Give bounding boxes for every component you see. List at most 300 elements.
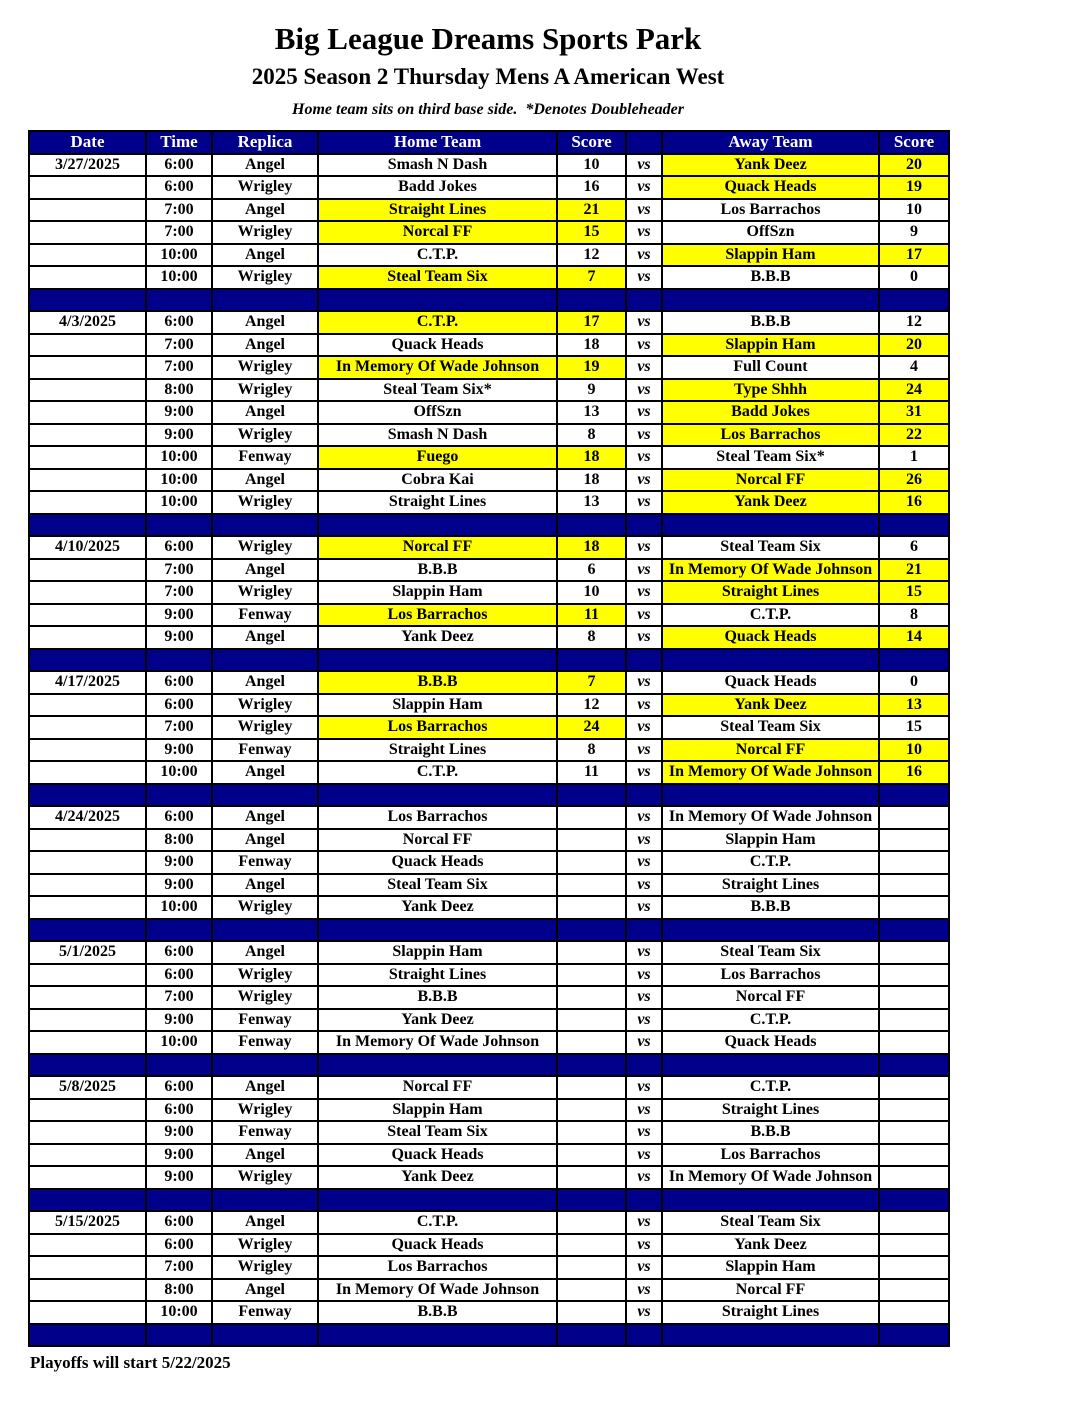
separator-cell xyxy=(212,1054,318,1077)
game-row xyxy=(29,761,949,784)
date-cell xyxy=(29,244,146,267)
replica-cell: Fenway xyxy=(212,739,318,762)
home-team-cell: Quack Heads xyxy=(318,334,557,357)
replica-cell: Wrigley xyxy=(212,176,318,199)
separator-cell xyxy=(879,649,949,672)
away-team-cell: In Memory Of Wade Johnson xyxy=(662,559,879,582)
separator-row xyxy=(29,1054,949,1077)
home-team-cell: Cobra Kai xyxy=(318,469,557,492)
game-row xyxy=(29,176,949,199)
game-row xyxy=(29,1144,949,1167)
away-team-cell: Quack Heads xyxy=(662,176,879,199)
separator-cell xyxy=(626,1054,662,1077)
home-score-cell xyxy=(557,851,626,874)
home-team-cell: Slappin Ham xyxy=(318,1099,557,1122)
home-team-cell: Straight Lines xyxy=(318,739,557,762)
away-team-cell: Norcal FF xyxy=(662,469,879,492)
away-score-cell: 15 xyxy=(879,716,949,739)
separator-cell xyxy=(879,919,949,942)
away-team-cell: C.T.P. xyxy=(662,604,879,627)
separator-cell xyxy=(212,289,318,312)
separator-cell xyxy=(879,289,949,312)
home-score-cell: 18 xyxy=(557,446,626,469)
away-team-cell: Norcal FF xyxy=(662,1279,879,1302)
home-score-cell: 10 xyxy=(557,581,626,604)
away-score-cell xyxy=(879,1009,949,1032)
home-team-cell: Quack Heads xyxy=(318,1234,557,1257)
vs-cell: vs xyxy=(626,1279,662,1302)
away-score-cell: 26 xyxy=(879,469,949,492)
replica-cell: Angel xyxy=(212,1144,318,1167)
time-cell: 9:00 xyxy=(146,739,212,762)
date-cell xyxy=(29,964,146,987)
separator-cell xyxy=(29,1324,146,1347)
home-score-cell xyxy=(557,1279,626,1302)
time-cell: 7:00 xyxy=(146,221,212,244)
vs-cell: vs xyxy=(626,199,662,222)
separator-cell xyxy=(212,919,318,942)
replica-cell: Wrigley xyxy=(212,379,318,402)
home-team-cell: Norcal FF xyxy=(318,1076,557,1099)
away-team-cell: In Memory Of Wade Johnson xyxy=(662,761,879,784)
home-team-cell: Yank Deez xyxy=(318,1009,557,1032)
column-header-score: Score xyxy=(879,131,949,154)
game-row xyxy=(29,1279,949,1302)
replica-cell: Wrigley xyxy=(212,1256,318,1279)
time-cell: 8:00 xyxy=(146,829,212,852)
game-row xyxy=(29,581,949,604)
home-score-cell xyxy=(557,1009,626,1032)
home-team-cell: B.B.B xyxy=(318,559,557,582)
separator-cell xyxy=(146,514,212,537)
game-row xyxy=(29,671,949,694)
separator-cell xyxy=(318,919,557,942)
away-team-cell: Los Barrachos xyxy=(662,964,879,987)
away-score-cell: 10 xyxy=(879,199,949,222)
vs-cell: vs xyxy=(626,1076,662,1099)
time-cell: 10:00 xyxy=(146,761,212,784)
vs-cell: vs xyxy=(626,1256,662,1279)
separator-cell xyxy=(879,514,949,537)
away-score-cell: 8 xyxy=(879,604,949,627)
separator-cell xyxy=(626,1189,662,1212)
separator-cell xyxy=(318,289,557,312)
away-team-cell: In Memory Of Wade Johnson xyxy=(662,806,879,829)
date-cell xyxy=(29,874,146,897)
time-cell: 6:00 xyxy=(146,154,212,177)
away-team-cell: Los Barrachos xyxy=(662,424,879,447)
separator-row xyxy=(29,514,949,537)
date-cell xyxy=(29,604,146,627)
replica-cell: Fenway xyxy=(212,446,318,469)
separator-cell xyxy=(146,1054,212,1077)
separator-cell xyxy=(662,1054,879,1077)
game-row xyxy=(29,334,949,357)
vs-cell: vs xyxy=(626,896,662,919)
game-row xyxy=(29,896,949,919)
away-score-cell xyxy=(879,1031,949,1054)
vs-cell: vs xyxy=(626,446,662,469)
vs-cell: vs xyxy=(626,401,662,424)
time-cell: 6:00 xyxy=(146,311,212,334)
away-score-cell: 9 xyxy=(879,221,949,244)
date-cell xyxy=(29,446,146,469)
replica-cell: Fenway xyxy=(212,1301,318,1324)
game-row xyxy=(29,1099,949,1122)
vs-cell: vs xyxy=(626,536,662,559)
separator-row xyxy=(29,289,949,312)
separator-cell xyxy=(626,514,662,537)
replica-cell: Angel xyxy=(212,1211,318,1234)
away-team-cell: Slappin Ham xyxy=(662,244,879,267)
vs-cell: vs xyxy=(626,581,662,604)
home-team-cell: B.B.B xyxy=(318,1301,557,1324)
time-cell: 10:00 xyxy=(146,244,212,267)
time-cell: 9:00 xyxy=(146,626,212,649)
replica-cell: Wrigley xyxy=(212,356,318,379)
replica-cell: Angel xyxy=(212,311,318,334)
home-score-cell: 8 xyxy=(557,424,626,447)
time-cell: 6:00 xyxy=(146,806,212,829)
replica-cell: Angel xyxy=(212,199,318,222)
date-cell xyxy=(29,739,146,762)
time-cell: 6:00 xyxy=(146,536,212,559)
away-score-cell xyxy=(879,829,949,852)
game-row xyxy=(29,1166,949,1189)
game-row xyxy=(29,739,949,762)
away-team-cell: Steal Team Six xyxy=(662,716,879,739)
away-team-cell: Badd Jokes xyxy=(662,401,879,424)
date-cell xyxy=(29,424,146,447)
vs-cell: vs xyxy=(626,671,662,694)
away-score-cell xyxy=(879,1234,949,1257)
replica-cell: Fenway xyxy=(212,851,318,874)
vs-cell: vs xyxy=(626,469,662,492)
away-score-cell: 17 xyxy=(879,244,949,267)
separator-cell xyxy=(146,919,212,942)
replica-cell: Wrigley xyxy=(212,581,318,604)
time-cell: 8:00 xyxy=(146,1279,212,1302)
away-team-cell: Yank Deez xyxy=(662,154,879,177)
date-cell xyxy=(29,401,146,424)
away-score-cell: 20 xyxy=(879,154,949,177)
separator-cell xyxy=(626,289,662,312)
home-score-cell xyxy=(557,896,626,919)
time-cell: 9:00 xyxy=(146,1121,212,1144)
away-team-cell: Quack Heads xyxy=(662,626,879,649)
separator-cell xyxy=(29,784,146,807)
home-team-cell: Slappin Ham xyxy=(318,941,557,964)
away-score-cell xyxy=(879,851,949,874)
separator-row xyxy=(29,1189,949,1212)
vs-cell: vs xyxy=(626,1121,662,1144)
away-score-cell: 1 xyxy=(879,446,949,469)
date-cell xyxy=(29,491,146,514)
column-header-date: Date xyxy=(29,131,146,154)
home-team-cell: Smash N Dash xyxy=(318,154,557,177)
away-team-cell: Full Count xyxy=(662,356,879,379)
time-cell: 7:00 xyxy=(146,1256,212,1279)
replica-cell: Angel xyxy=(212,469,318,492)
vs-cell: vs xyxy=(626,1144,662,1167)
column-header-time: Time xyxy=(146,131,212,154)
away-team-cell: Los Barrachos xyxy=(662,199,879,222)
date-cell xyxy=(29,221,146,244)
separator-cell xyxy=(557,649,626,672)
date-cell xyxy=(29,626,146,649)
vs-cell: vs xyxy=(626,964,662,987)
home-score-cell: 19 xyxy=(557,356,626,379)
time-cell: 10:00 xyxy=(146,1031,212,1054)
game-row xyxy=(29,491,949,514)
date-cell: 5/8/2025 xyxy=(29,1076,146,1099)
replica-cell: Angel xyxy=(212,334,318,357)
home-team-cell: Los Barrachos xyxy=(318,806,557,829)
time-cell: 7:00 xyxy=(146,356,212,379)
column-header-home-team: Home Team xyxy=(318,131,557,154)
home-team-cell: In Memory Of Wade Johnson xyxy=(318,356,557,379)
home-score-cell: 16 xyxy=(557,176,626,199)
home-team-cell: C.T.P. xyxy=(318,244,557,267)
home-score-cell xyxy=(557,964,626,987)
game-row xyxy=(29,1031,949,1054)
vs-cell: vs xyxy=(626,491,662,514)
vs-cell: vs xyxy=(626,739,662,762)
away-team-cell: Type Shhh xyxy=(662,379,879,402)
home-score-cell xyxy=(557,986,626,1009)
vs-cell: vs xyxy=(626,221,662,244)
vs-cell: vs xyxy=(626,334,662,357)
date-cell xyxy=(29,1166,146,1189)
date-cell xyxy=(29,559,146,582)
replica-cell: Fenway xyxy=(212,1009,318,1032)
home-score-cell xyxy=(557,1121,626,1144)
time-cell: 6:00 xyxy=(146,964,212,987)
date-cell xyxy=(29,896,146,919)
home-score-cell xyxy=(557,1301,626,1324)
separator-cell xyxy=(662,1189,879,1212)
time-cell: 6:00 xyxy=(146,1211,212,1234)
separator-row xyxy=(29,919,949,942)
date-cell xyxy=(29,761,146,784)
table-header xyxy=(29,131,949,154)
home-team-cell: Fuego xyxy=(318,446,557,469)
home-score-cell xyxy=(557,941,626,964)
away-team-cell: B.B.B xyxy=(662,266,879,289)
game-row xyxy=(29,356,949,379)
replica-cell: Wrigley xyxy=(212,491,318,514)
time-cell: 9:00 xyxy=(146,874,212,897)
replica-cell: Wrigley xyxy=(212,716,318,739)
time-cell: 9:00 xyxy=(146,1009,212,1032)
separator-cell xyxy=(146,784,212,807)
home-team-note: Home team sits on third base side. *Denotes Doubleheader xyxy=(292,101,684,119)
separator-cell xyxy=(626,649,662,672)
home-team-cell: Norcal FF xyxy=(318,536,557,559)
away-team-cell: Steal Team Six xyxy=(662,1211,879,1234)
column-header-away-team: Away Team xyxy=(662,131,879,154)
away-score-cell: 20 xyxy=(879,334,949,357)
date-cell xyxy=(29,716,146,739)
home-team-cell: Quack Heads xyxy=(318,851,557,874)
home-team-cell: C.T.P. xyxy=(318,1211,557,1234)
vs-cell: vs xyxy=(626,626,662,649)
vs-cell: vs xyxy=(626,829,662,852)
replica-cell: Wrigley xyxy=(212,986,318,1009)
date-cell xyxy=(29,829,146,852)
date-cell xyxy=(29,986,146,1009)
separator-cell xyxy=(318,1189,557,1212)
vs-cell: vs xyxy=(626,1166,662,1189)
home-team-cell: Los Barrachos xyxy=(318,716,557,739)
away-score-cell: 22 xyxy=(879,424,949,447)
date-cell xyxy=(29,1009,146,1032)
date-cell: 4/24/2025 xyxy=(29,806,146,829)
away-team-cell: B.B.B xyxy=(662,1121,879,1144)
home-team-cell: C.T.P. xyxy=(318,311,557,334)
replica-cell: Angel xyxy=(212,941,318,964)
away-score-cell: 15 xyxy=(879,581,949,604)
separator-cell xyxy=(662,649,879,672)
playoffs-note: Playoffs will start 5/22/2025 xyxy=(30,1353,231,1373)
away-team-cell: Steal Team Six xyxy=(662,536,879,559)
time-cell: 7:00 xyxy=(146,716,212,739)
date-cell: 3/27/2025 xyxy=(29,154,146,177)
separator-cell xyxy=(626,1324,662,1347)
separator-cell xyxy=(29,514,146,537)
game-row xyxy=(29,311,949,334)
date-cell: 5/15/2025 xyxy=(29,1211,146,1234)
away-score-cell: 14 xyxy=(879,626,949,649)
away-score-cell: 24 xyxy=(879,379,949,402)
vs-cell: vs xyxy=(626,424,662,447)
game-row xyxy=(29,199,949,222)
time-cell: 9:00 xyxy=(146,1166,212,1189)
away-score-cell xyxy=(879,896,949,919)
away-score-cell xyxy=(879,806,949,829)
home-score-cell xyxy=(557,1234,626,1257)
time-cell: 8:00 xyxy=(146,379,212,402)
away-score-cell xyxy=(879,1121,949,1144)
date-cell xyxy=(29,1031,146,1054)
away-team-cell: Straight Lines xyxy=(662,581,879,604)
game-row xyxy=(29,266,949,289)
replica-cell: Angel xyxy=(212,559,318,582)
separator-cell xyxy=(318,649,557,672)
separator-cell xyxy=(212,1324,318,1347)
away-team-cell: Steal Team Six* xyxy=(662,446,879,469)
vs-cell: vs xyxy=(626,1099,662,1122)
separator-row xyxy=(29,1324,949,1347)
time-cell: 6:00 xyxy=(146,694,212,717)
game-row xyxy=(29,694,949,717)
away-score-cell xyxy=(879,1166,949,1189)
vs-cell: vs xyxy=(626,311,662,334)
game-row xyxy=(29,1256,949,1279)
away-team-cell: Yank Deez xyxy=(662,1234,879,1257)
away-team-cell: Steal Team Six xyxy=(662,941,879,964)
separator-cell xyxy=(146,1189,212,1212)
separator-cell xyxy=(212,514,318,537)
replica-cell: Wrigley xyxy=(212,964,318,987)
time-cell: 10:00 xyxy=(146,1301,212,1324)
game-row xyxy=(29,604,949,627)
separator-cell xyxy=(557,1054,626,1077)
replica-cell: Fenway xyxy=(212,604,318,627)
away-team-cell: C.T.P. xyxy=(662,851,879,874)
replica-cell: Angel xyxy=(212,626,318,649)
date-cell xyxy=(29,334,146,357)
replica-cell: Angel xyxy=(212,874,318,897)
away-score-cell xyxy=(879,1301,949,1324)
game-row xyxy=(29,716,949,739)
game-row xyxy=(29,1234,949,1257)
game-row xyxy=(29,806,949,829)
time-cell: 10:00 xyxy=(146,896,212,919)
home-team-cell: Slappin Ham xyxy=(318,581,557,604)
separator-cell xyxy=(879,784,949,807)
separator-cell xyxy=(557,1324,626,1347)
separator-cell xyxy=(146,1324,212,1347)
vs-cell: vs xyxy=(626,761,662,784)
away-score-cell xyxy=(879,1099,949,1122)
time-cell: 10:00 xyxy=(146,491,212,514)
separator-cell xyxy=(318,514,557,537)
page-subtitle: 2025 Season 2 Thursday Mens A American West xyxy=(251,64,725,90)
game-row xyxy=(29,536,949,559)
away-team-cell: B.B.B xyxy=(662,896,879,919)
away-team-cell: In Memory Of Wade Johnson xyxy=(662,1166,879,1189)
date-cell: 4/10/2025 xyxy=(29,536,146,559)
date-cell xyxy=(29,379,146,402)
away-team-cell: Yank Deez xyxy=(662,491,879,514)
home-team-cell: Yank Deez xyxy=(318,1166,557,1189)
away-score-cell xyxy=(879,1144,949,1167)
game-row xyxy=(29,469,949,492)
separator-cell xyxy=(318,784,557,807)
replica-cell: Angel xyxy=(212,806,318,829)
separator-cell xyxy=(212,1189,318,1212)
away-team-cell: Slappin Ham xyxy=(662,334,879,357)
home-score-cell: 6 xyxy=(557,559,626,582)
home-team-cell: In Memory Of Wade Johnson xyxy=(318,1279,557,1302)
home-team-cell: Slappin Ham xyxy=(318,694,557,717)
column-header-score: Score xyxy=(557,131,626,154)
home-team-cell: B.B.B xyxy=(318,986,557,1009)
page-title: Big League Dreams Sports Park xyxy=(274,21,702,56)
separator-cell xyxy=(29,289,146,312)
separator-cell xyxy=(879,1189,949,1212)
replica-cell: Wrigley xyxy=(212,694,318,717)
replica-cell: Angel xyxy=(212,671,318,694)
date-cell: 4/3/2025 xyxy=(29,311,146,334)
vs-cell: vs xyxy=(626,356,662,379)
home-team-cell: Los Barrachos xyxy=(318,604,557,627)
home-score-cell xyxy=(557,1166,626,1189)
home-team-cell: Smash N Dash xyxy=(318,424,557,447)
home-team-cell: Los Barrachos xyxy=(318,1256,557,1279)
time-cell: 9:00 xyxy=(146,604,212,627)
game-row xyxy=(29,829,949,852)
separator-cell xyxy=(557,289,626,312)
away-team-cell: Quack Heads xyxy=(662,671,879,694)
date-cell xyxy=(29,851,146,874)
home-score-cell: 15 xyxy=(557,221,626,244)
vs-cell: vs xyxy=(626,379,662,402)
away-team-cell: OffSzn xyxy=(662,221,879,244)
away-score-cell: 21 xyxy=(879,559,949,582)
home-score-cell xyxy=(557,874,626,897)
